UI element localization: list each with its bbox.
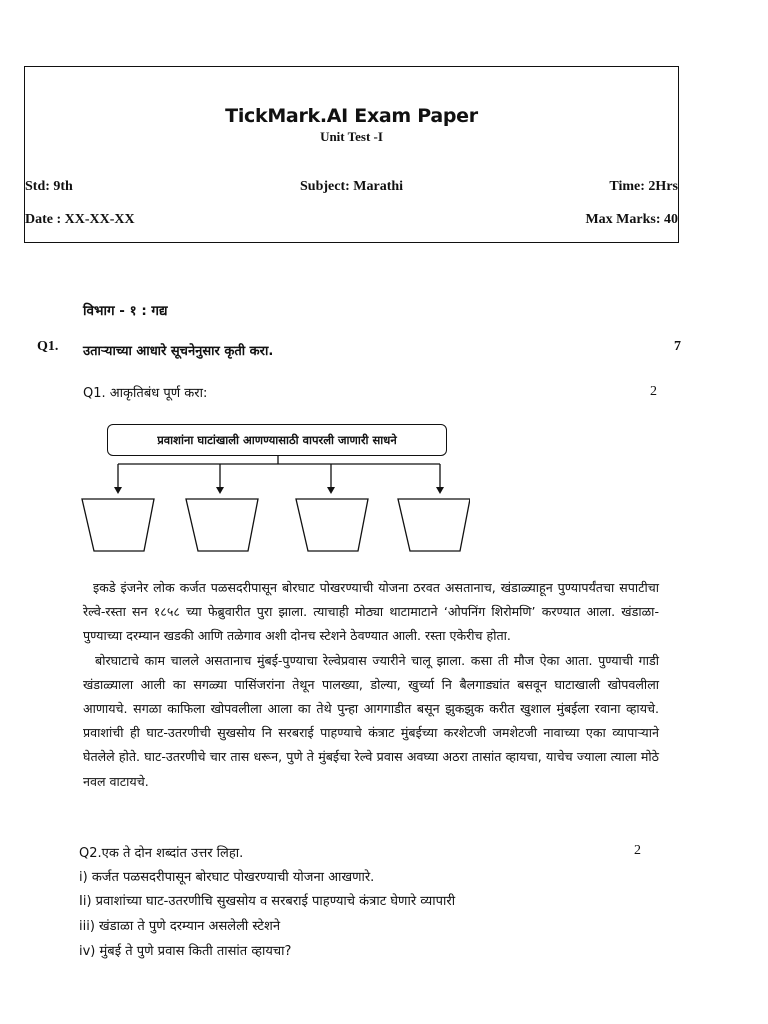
passage-paragraph-1: इकडे इंजनेर लोक कर्जत पळसदरीपासून बोरघाट पोखरण्याची योजना ठरवत असतानाच, खंडाळ्याहून पुण्यापर्यंतचा सपाटीचा रेल्वे-रस्ता सन १८५८ च्या फेब्रुवारीत पुरा झाला. त्याचाही मोठ्या थाटामाटाने ‘ओपनिंग शिरोमणि’ करण्यात आला. खंडाळा-पुण्याच्या दरम्यान खडकी आणि तळेगाव अशी दोनच स्टेशने ठेवण्यात आली. रस्ता एकेरीच होता. — [83, 580, 659, 644]
question-marks: 7 — [674, 339, 681, 354]
answer-blank-1 — [82, 499, 154, 551]
std-label: Std: 9th — [25, 179, 73, 194]
answer-item-4: iv) मुंबई ते पुणे प्रवास किती तासांत व्हायचा? — [79, 944, 292, 959]
subquestion-2-label: Q2.एक ते दोन शब्दांत उत्तर लिहा. — [79, 846, 244, 861]
subquestion-1-label: Q1. आकृतिबंध पूर्ण करा: — [83, 386, 208, 401]
subquestion-1-marks: 2 — [650, 384, 657, 399]
concept-box: प्रवाशांना घाटांखाली आणण्यासाठी वापरली जाणारी साधने — [107, 424, 447, 456]
exam-title: TickMark.AI Exam Paper — [225, 105, 478, 127]
answer-blank-4 — [398, 499, 470, 551]
answer-item-2: Ii) प्रवाशांच्या घाट-उतरणीचि सुखसोय व सरबराई पाहण्याचे कंत्राट घेणारे व्यापारी — [79, 894, 456, 909]
passage-paragraph-2: बोरघाटाचे काम चालले असतानाच मुंबई-पुण्याचा रेल्वेप्रवास ज्यारीने चालू झाला. कसा ती मौज ऐका आता. पुण्याची गाडी खंडाळ्याला आली का सगळ्या पासिंजरांना तेथून पालख्या, डोल्या, खुर्च्या नि बैलगाड्यांत बसवून घाटाखाली खोपवलीला आणायचे. सगळा काफिला खोपवलीला आला का तेथे पुन्हा आगगाडीत बसून झुकझुक करीत खुशाल मुंबईला रवाना व्हायचे. प्रवाशांची ही घाट-उतरणीची सुखसोय नि सरबराई पाहण्याचे कंत्राट मुंबईच्या करशेटजी जमशेटजी नावाच्या एका व्यापाऱ्याने घेतलेले होते. घाट-उतरणीचे चार तास धरून, पुणे ते मुंबईचा रेल्वे प्रवास अवघ्या अठरा तासांत व्हायचा, याचेच ज्याला त्याला मोठे नवल वाटायचे. — [83, 652, 659, 789]
question-instruction: उताऱ्याच्या आधारे सूचनेनुसार कृती करा. — [83, 344, 274, 359]
time-label: Time: 2Hrs — [609, 179, 678, 194]
exam-header — [24, 66, 679, 243]
subject-label: Subject: Marathi — [300, 179, 404, 194]
section-heading: विभाग - १ : गद्य — [83, 303, 168, 319]
max-marks-label: Max Marks: 40 — [585, 212, 678, 227]
diagram-connectors — [80, 420, 470, 555]
date-label: Date : XX-XX-XX — [25, 212, 135, 227]
answer-blank-3 — [296, 499, 368, 551]
subquestion-2-marks: 2 — [634, 843, 641, 858]
passage — [83, 576, 659, 794]
exam-subtitle: Unit Test -I — [320, 129, 383, 144]
answer-blank-2 — [186, 499, 258, 551]
answer-item-1: i) कर्जत पळसदरीपासून बोरघाट पोखरण्याची योजना आखणारे. — [79, 870, 375, 885]
question-number: Q1. — [37, 339, 59, 354]
answer-item-3: iii) खंडाळा ते पुणे दरम्यान असलेली स्टेशने — [79, 919, 281, 934]
concept-diagram — [80, 420, 470, 555]
